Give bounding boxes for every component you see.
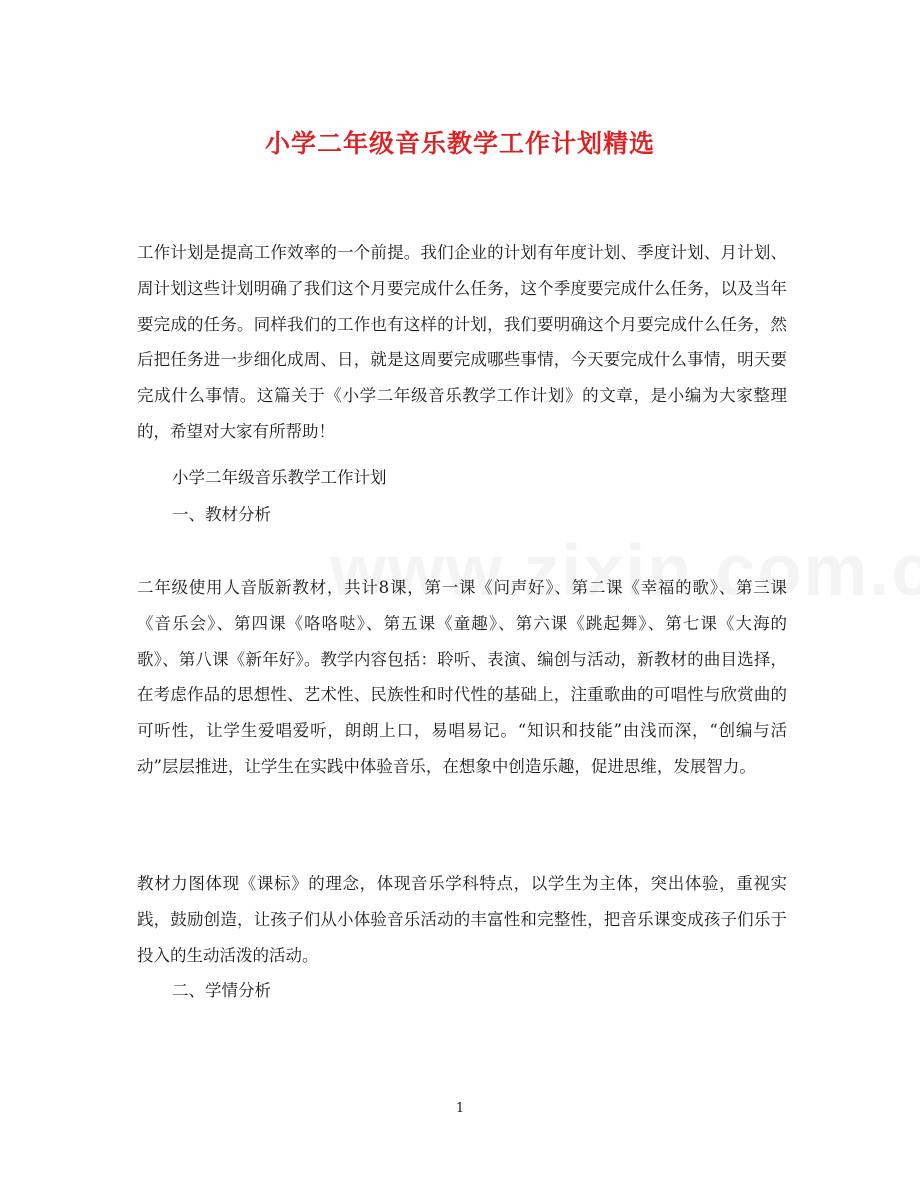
page-number: 1 — [455, 1101, 465, 1116]
intro-paragraph: 工作计划是提高工作效率的一个前提。我们企业的计划有年度计划、季度计划、月计划、周计划这些计划明确了我们这个月要完成什么任务，这个季度要完成什么任务，以及当年要完成的任务。同样我们的工作也有这样的计划，我们要明确这个月要完成什么任务，然后把任务进一步细化成周、日，就是这周要完成哪些事情，今天要完成什么事情，明天要完成什么事情。这篇关于《小学二年级音乐教学工作计划》的文章，是小编为大家整理的，希望对大家有所帮助！ — [137, 243, 787, 441]
plan-subtitle: 小学二年级音乐教学工作计划 — [172, 468, 387, 487]
section-heading-student-analysis: 二、学情分析 — [172, 981, 271, 1000]
section-heading-textbook-analysis: 一、教材分析 — [172, 505, 271, 524]
textbook-analysis-paragraph: 二年级使用人音版新教材，共计8课，第一课《问声好》、第二课《幸福的歌》、第三课《音乐会》、第四课《咯咯哒》、第五课《童趣》、第六课《跳起舞》、第七课《大海的歌》、第八课《新年好》。教学内容包括：聆听、表演、编创与活动，新教材的曲目选择，在考虑作品的思想性、艺术性、民族性和时代性的基础上，注重歌曲的可唱性与欣赏曲的可听性，让学生爱唱爱听，朗朗上口，易唱易记。“知识和技能”由浅而深，“创编与活动”层层推进，让学生在实践中体验音乐，在想象中创造乐趣，促进思维，发展智力。 — [137, 578, 787, 776]
textbook-philosophy-paragraph: 教材力图体现《课标》的理念，体现音乐学科特点，以学生为主体，突出体验，重视实践，鼓励创造，让孩子们从小体验音乐活动的丰富性和完整性，把音乐课变成孩子们乐于投入的生动活泼的活动。 — [137, 874, 787, 965]
document-title: 小学二年级音乐教学工作计划精选 — [264, 129, 655, 158]
